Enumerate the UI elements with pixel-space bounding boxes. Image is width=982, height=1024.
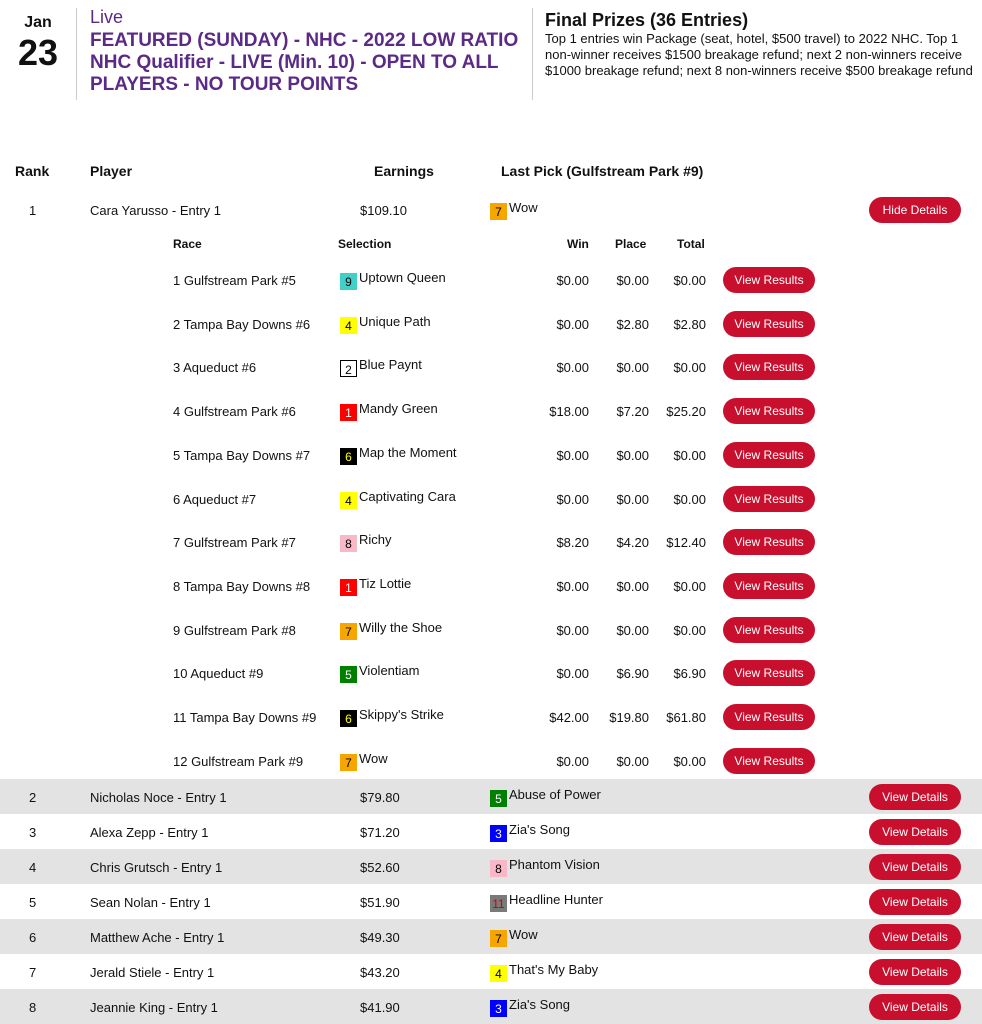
selection: [340, 444, 457, 464]
view-details-button[interactable]: View Details: [869, 784, 961, 810]
date-month: Jan: [24, 14, 52, 31]
horse-name: That's My Baby: [509, 962, 599, 977]
race-detail-row: [0, 310, 982, 338]
divider: [76, 8, 77, 100]
race-name: 1 Gulfstream Park #5: [173, 273, 296, 288]
prizes-title: Final Prizes (36 Entries): [545, 10, 749, 30]
race-name: 3 Aqueduct #6: [173, 360, 257, 375]
horse-name: Zia's Song: [509, 822, 571, 837]
race-detail-row: [0, 659, 982, 687]
col-total: Total: [677, 237, 705, 251]
tournament-title-block: [90, 7, 520, 96]
race-detail-row: [0, 485, 982, 513]
view-results-button[interactable]: View Results: [723, 748, 815, 774]
saddle-cloth-number: 6: [340, 710, 357, 727]
place-amount: $0.00: [616, 273, 649, 288]
earnings-cell: $49.30: [360, 930, 400, 945]
leaderboard-row: [0, 779, 982, 814]
player-name: Alexa Zepp - Entry 1: [90, 825, 209, 840]
leaderboard-row: [0, 193, 982, 227]
saddle-cloth-number: 11: [490, 895, 507, 912]
win-amount: $0.00: [556, 666, 589, 681]
earnings-cell: $41.90: [360, 1000, 400, 1015]
saddle-cloth-number: 4: [340, 317, 357, 334]
saddle-cloth-number: 5: [490, 790, 507, 807]
selection: [340, 531, 392, 551]
race-name: 8 Tampa Bay Downs #8: [173, 579, 311, 594]
leaderboard-row: [0, 884, 982, 919]
win-amount: $18.00: [549, 404, 589, 419]
total-amount: $61.80: [666, 710, 706, 725]
col-rank: Rank: [15, 163, 50, 179]
selection: [340, 750, 388, 770]
col-place: Place: [615, 237, 647, 251]
horse-name: Violentiam: [359, 663, 420, 678]
saddle-cloth-number: 8: [490, 860, 507, 877]
race-name: 4 Gulfstream Park #6: [173, 404, 296, 419]
selection: [340, 313, 431, 333]
rank-cell: 7: [29, 965, 37, 980]
win-amount: $0.00: [556, 754, 589, 769]
win-amount: $0.00: [556, 448, 589, 463]
place-amount: $6.90: [616, 666, 649, 681]
saddle-cloth-number: 4: [340, 492, 357, 509]
leaderboard-row: [0, 989, 982, 1024]
win-amount: $0.00: [556, 579, 589, 594]
place-amount: $0.00: [616, 579, 649, 594]
leaderboard-row: [0, 954, 982, 989]
last-pick: [490, 199, 538, 219]
win-amount: $0.00: [556, 317, 589, 332]
race-detail-row: [0, 703, 982, 731]
col-win: Win: [567, 237, 589, 251]
selection: [340, 706, 444, 726]
horse-name: Phantom Vision: [509, 857, 600, 872]
horse-name: Uptown Queen: [359, 270, 446, 285]
leaderboard-row: [0, 814, 982, 849]
tournament-title: FEATURED (SUNDAY) - NHC - 2022 LOW RATIO NHC Qualifier - LIVE (Min. 10) - OPEN TO ALL PLAYERS - NO TOUR POINTS: [90, 30, 519, 95]
prizes-block: [545, 10, 977, 79]
horse-name: Tiz Lottie: [359, 576, 412, 591]
leaderboard-row: [0, 849, 982, 884]
selection: [340, 619, 443, 639]
last-pick: [490, 786, 601, 806]
total-amount: $2.80: [673, 317, 706, 332]
view-results-button[interactable]: View Results: [723, 529, 815, 555]
race-detail-row: [0, 747, 982, 775]
horse-name: Unique Path: [359, 314, 431, 329]
race-detail-row: [0, 616, 982, 644]
selection: [340, 575, 412, 595]
view-results-button[interactable]: View Results: [723, 660, 815, 686]
view-results-button[interactable]: View Results: [723, 617, 815, 643]
leaderboard-header: [0, 163, 982, 183]
saddle-cloth-number: 5: [340, 666, 357, 683]
saddle-cloth-number: 7: [490, 930, 507, 947]
player-name: Sean Nolan - Entry 1: [90, 895, 211, 910]
total-amount: $0.00: [673, 623, 706, 638]
total-amount: $6.90: [673, 666, 706, 681]
view-details-button[interactable]: View Details: [869, 854, 961, 880]
col-player: Player: [90, 163, 133, 179]
total-amount: $0.00: [673, 360, 706, 375]
horse-name: Wow: [509, 200, 538, 215]
earnings-cell: $43.20: [360, 965, 400, 980]
race-detail-row: [0, 353, 982, 381]
total-amount: $0.00: [673, 579, 706, 594]
last-pick: [490, 891, 603, 911]
horse-name: Willy the Shoe: [359, 620, 443, 635]
win-amount: $0.00: [556, 273, 589, 288]
date-block: [10, 14, 66, 72]
details-header: [0, 237, 982, 251]
saddle-cloth-number: 1: [340, 404, 357, 421]
win-amount: $0.00: [556, 360, 589, 375]
last-pick: [490, 961, 599, 981]
race-name: 5 Tampa Bay Downs #7: [173, 448, 311, 463]
horse-name: Zia's Song: [509, 997, 571, 1012]
earnings-cell: $51.90: [360, 895, 400, 910]
last-pick: [490, 926, 538, 946]
horse-name: Captivating Cara: [359, 489, 456, 504]
prizes-description: Top 1 entries win Package (seat, hotel, $500 travel) to 2022 NHC. Top 1 non-winner receives $1500 breakage refund; next 2 non-winners receive $1000 breakage refund; next 8 non-winners receive $500 breakage refund: [545, 31, 973, 78]
saddle-cloth-number: 7: [490, 203, 507, 220]
selection: [340, 488, 456, 508]
race-name: 12 Gulfstream Park #9: [173, 754, 304, 769]
horse-name: Map the Moment: [359, 445, 457, 460]
horse-name: Mandy Green: [359, 401, 438, 416]
horse-name: Wow: [509, 927, 538, 942]
rank-cell: 8: [29, 1000, 37, 1015]
divider: [532, 8, 533, 100]
place-amount: $0.00: [616, 448, 649, 463]
player-name: Jerald Stiele - Entry 1: [90, 965, 215, 980]
view-results-button[interactable]: View Results: [723, 267, 815, 293]
place-amount: $7.20: [616, 404, 649, 419]
saddle-cloth-number: 2: [340, 360, 357, 377]
race-detail-row: [0, 266, 982, 294]
col-earnings: Earnings: [374, 163, 434, 179]
player-name: Nicholas Noce - Entry 1: [90, 790, 227, 805]
earnings-cell: $71.20: [360, 825, 400, 840]
total-amount: $0.00: [673, 448, 706, 463]
place-amount: $0.00: [616, 360, 649, 375]
saddle-cloth-number: 7: [340, 623, 357, 640]
win-amount: $42.00: [549, 710, 589, 725]
view-details-button[interactable]: View Details: [869, 924, 961, 950]
total-amount: $0.00: [673, 273, 706, 288]
col-race: Race: [173, 237, 202, 251]
horse-name: Headline Hunter: [509, 892, 603, 907]
race-name: 6 Aqueduct #7: [173, 492, 257, 507]
view-details-button[interactable]: View Details: [869, 819, 961, 845]
race-name: 2 Tampa Bay Downs #6: [173, 317, 311, 332]
view-details-button[interactable]: View Details: [869, 994, 961, 1020]
selection: [340, 400, 438, 420]
saddle-cloth-number: 6: [340, 448, 357, 465]
win-amount: $8.20: [556, 535, 589, 550]
saddle-cloth-number: 1: [340, 579, 357, 596]
saddle-cloth-number: 9: [340, 273, 357, 290]
earnings-cell: $52.60: [360, 860, 400, 875]
last-pick: [490, 996, 571, 1016]
win-amount: $0.00: [556, 623, 589, 638]
saddle-cloth-number: 3: [490, 1000, 507, 1017]
rank-cell: 1: [29, 203, 37, 218]
view-results-button[interactable]: View Results: [723, 704, 815, 730]
race-name: 7 Gulfstream Park #7: [173, 535, 296, 550]
selection: [340, 662, 420, 682]
place-amount: $4.20: [616, 535, 649, 550]
selection: [340, 356, 422, 377]
rank-cell: 2: [29, 790, 37, 805]
race-detail-row: [0, 572, 982, 600]
col-last-pick: Last Pick (Gulfstream Park #9): [501, 163, 704, 179]
race-detail-row: [0, 397, 982, 425]
place-amount: $0.00: [616, 623, 649, 638]
total-amount: $0.00: [673, 492, 706, 507]
tournament-status: Live: [90, 7, 124, 27]
view-results-button[interactable]: View Results: [723, 398, 815, 424]
total-amount: $12.40: [666, 535, 706, 550]
hide-details-button[interactable]: Hide Details: [869, 197, 961, 223]
view-results-button[interactable]: View Results: [723, 354, 815, 380]
view-details-button[interactable]: View Details: [869, 959, 961, 985]
view-results-button[interactable]: View Results: [723, 573, 815, 599]
race-name: 11 Tampa Bay Downs #9: [173, 710, 317, 725]
rank-cell: 4: [29, 860, 37, 875]
place-amount: $2.80: [616, 317, 649, 332]
horse-name: Abuse of Power: [509, 787, 601, 802]
rank-cell: 6: [29, 930, 37, 945]
last-pick: [490, 856, 600, 876]
player-name: Jeannie King - Entry 1: [90, 1000, 218, 1015]
race-detail-row: [0, 528, 982, 556]
date-day: 23: [17, 32, 59, 73]
view-results-button[interactable]: View Results: [723, 311, 815, 337]
last-pick: [490, 821, 571, 841]
player-name: Chris Grutsch - Entry 1: [90, 860, 223, 875]
horse-name: Wow: [359, 751, 388, 766]
view-details-button[interactable]: View Details: [869, 889, 961, 915]
leaderboard-row: [0, 919, 982, 954]
view-results-button[interactable]: View Results: [723, 442, 815, 468]
saddle-cloth-number: 3: [490, 825, 507, 842]
earnings-cell: $79.80: [360, 790, 400, 805]
earnings-cell: $109.10: [360, 203, 407, 218]
total-amount: $0.00: [673, 754, 706, 769]
race-detail-row: [0, 441, 982, 469]
saddle-cloth-number: 4: [490, 965, 507, 982]
rank-cell: 5: [29, 895, 37, 910]
place-amount: $0.00: [616, 754, 649, 769]
saddle-cloth-number: 8: [340, 535, 357, 552]
rank-cell: 3: [29, 825, 37, 840]
horse-name: Skippy's Strike: [359, 707, 444, 722]
place-amount: $19.80: [609, 710, 649, 725]
saddle-cloth-number: 7: [340, 754, 357, 771]
player-name: Cara Yarusso - Entry 1: [90, 203, 222, 218]
race-name: 10 Aqueduct #9: [173, 666, 264, 681]
view-results-button[interactable]: View Results: [723, 486, 815, 512]
total-amount: $25.20: [666, 404, 706, 419]
player-name: Matthew Ache - Entry 1: [90, 930, 225, 945]
horse-name: Blue Paynt: [359, 357, 422, 372]
col-selection: Selection: [338, 237, 392, 251]
horse-name: Richy: [359, 532, 392, 547]
tournament-header: [0, 0, 982, 110]
selection: [340, 269, 446, 289]
race-name: 9 Gulfstream Park #8: [173, 623, 296, 638]
place-amount: $0.00: [616, 492, 649, 507]
win-amount: $0.00: [556, 492, 589, 507]
